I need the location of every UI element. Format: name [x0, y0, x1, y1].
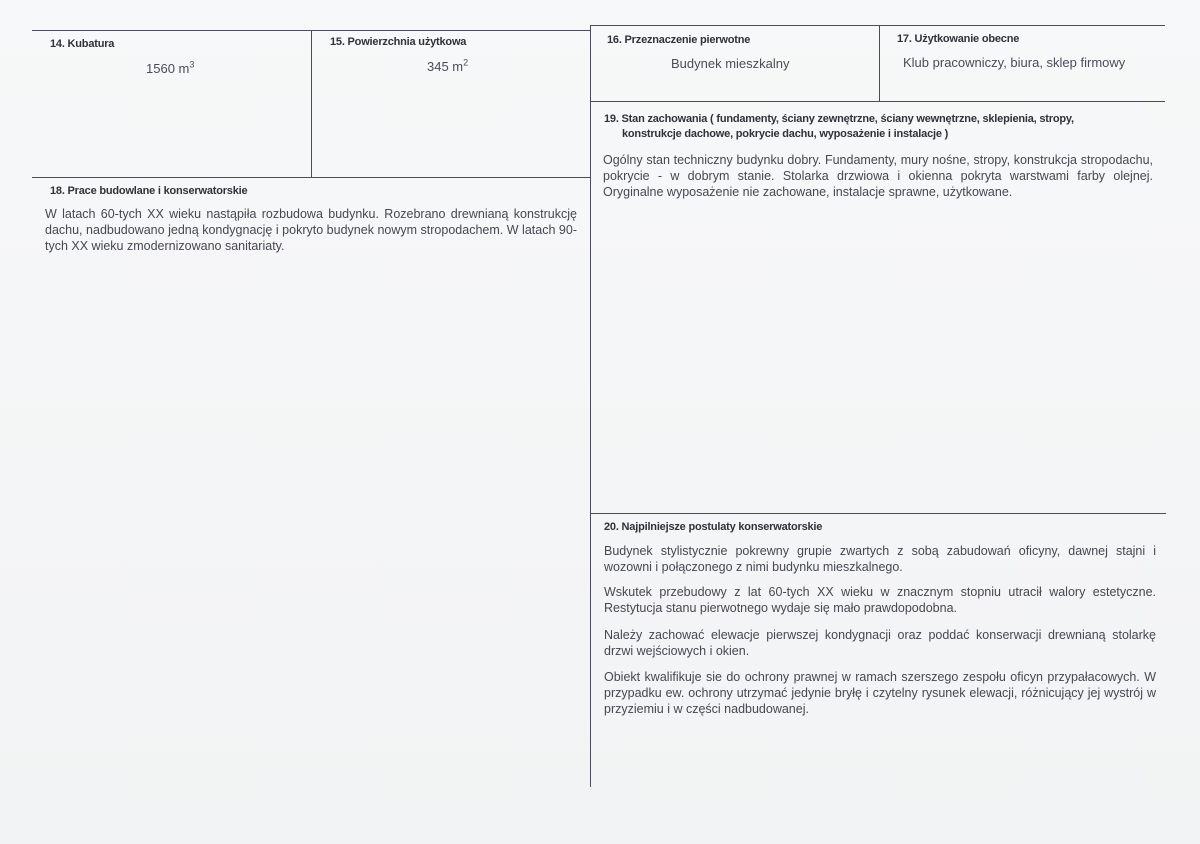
kubatura-label: 14. Kubatura — [50, 38, 115, 50]
divider-16-17 — [879, 25, 880, 101]
stan-label-line2: konstrukcje dachowe, pokrycie dachu, wyposażenie i instalacje ) — [622, 128, 949, 140]
postulaty-paragraph: Wskutek przebudowy z lat 60-tych XX wieku w znacznym stopniu utracił walory estetyczne. Restytucja stanu pierwotnego wydaje się mało prawdopodobna. — [604, 585, 1156, 615]
top-border-right — [590, 25, 1165, 26]
powierzchnia-number: 345 m — [427, 59, 464, 74]
kubatura-number: 1560 m — [146, 61, 190, 76]
przeznaczenie-value: Budynek mieszkalny — [671, 56, 790, 71]
rule-above-20 — [590, 513, 1166, 514]
divider-14-15 — [311, 30, 312, 178]
uzytkowanie-value: Klub pracowniczy, biura, sklep firmowy — [903, 55, 1126, 70]
postulaty-paragraph: Należy zachować elewacje pierwszej kondygnacji oraz poddać konserwacji drewnianą stolarkę drzwi wejściowych i okien. — [604, 628, 1156, 658]
powierzchnia-unit-exponent: 2 — [463, 57, 469, 68]
prace-label: 18. Prace budowlane i konserwatorskie — [50, 185, 248, 197]
prace-text: W latach 60-tych XX wieku nastąpiła rozbudowa budynku. Rozebrano drewnianą konstrukcję dachu, nadbudowano jedną kondygnację i pokryto budynek nowym stropodachem. W latach 90-tych XX wieku zmodernizowano sanitariaty. — [45, 207, 577, 253]
stan-label-line1: 19. Stan zachowania ( fundamenty, ściany zewnętrzne, ściany wewnętrzne, sklepienia, stropy, — [604, 113, 1074, 125]
powierzchnia-label: 15. Powierzchnia użytkowa — [330, 36, 467, 48]
rule-above-18 — [32, 177, 590, 178]
kubatura-unit-exponent: 3 — [189, 59, 195, 70]
stan-text: Ogólny stan techniczny budynku dobry. Fundamenty, mury nośne, stropy, konstrukcja stropodachu, pokrycie - w dobrym stanie. Stolarka drzwiowa i okienna pokryta warstwami farby olejnej. Oryginalne wyposażenie nie zachowane, instalacje sprawne, użytkowane. — [603, 153, 1153, 199]
postulaty-paragraph: Obiekt kwalifikuje sie do ochrony prawnej w ramach szerszego zespołu oficyn przypałacowych. W przypadku ew. ochrony utrzymać jedynie bryłę i czytelny rysunek elewacji, różnicujący jej wystrój w przyziemiu i w części nadbudowanej. — [604, 670, 1156, 716]
divider-main-vertical — [590, 25, 591, 787]
postulaty-paragraph: Budynek stylistycznie pokrewny grupie zwartych z sobą zabudowań oficyny, dawnej stajni i wozowni i połączonego z nimi budynku mieszkalnego. — [604, 544, 1156, 574]
kubatura-value — [146, 61, 194, 76]
rule-under-16-17 — [590, 101, 1165, 102]
postulaty-label: 20. Najpilniejsze postulaty konserwatorskie — [604, 521, 823, 533]
powierzchnia-value — [427, 59, 468, 74]
przeznaczenie-label: 16. Przeznaczenie pierwotne — [607, 34, 751, 46]
uzytkowanie-label: 17. Użytkowanie obecne — [897, 33, 1020, 45]
